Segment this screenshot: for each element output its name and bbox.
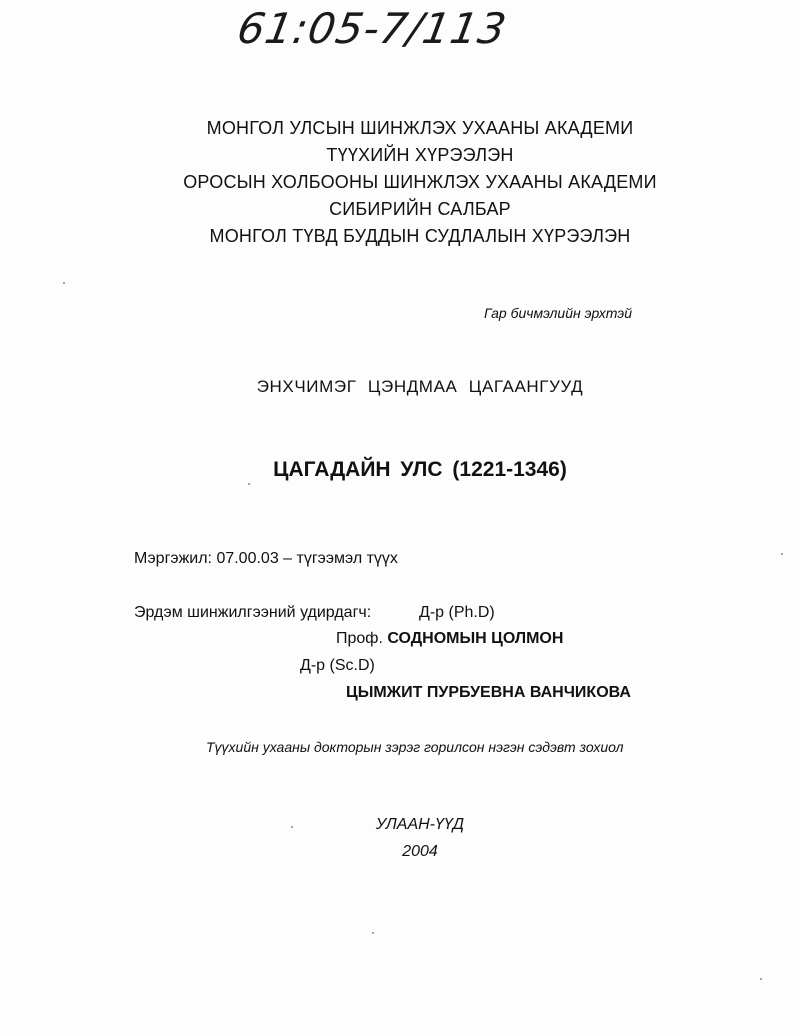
supervisor-1-degree: Д-р (Ph.D) [419,604,495,621]
year: 2004 [402,843,438,860]
institution-line: ТҮҮХИЙН ХҮРЭЭЛЭН [326,145,514,165]
scan-speck [760,978,762,980]
dissertation-type: Түүхийн ухааны докторын зэрэг горилсон нэгэн сэдэвт зохиол [206,739,624,755]
supervisor-1-line [336,630,563,648]
handwritten-call-number: 61:05-7/113 [233,4,511,53]
supervisor-label: Эрдэм шинжилгээний удирдагч: [134,604,372,621]
supervisor-2-name: ЦЫМЖИТ ПУРБУЕВНА ВАНЧИКОВА [346,684,631,701]
supervisor-1-title: Проф. [336,630,383,647]
scan-speck [372,932,374,934]
institution-line: ОРОСЫН ХОЛБООНЫ ШИНЖЛЭХ УХААНЫ АКАДЕМИ [183,172,657,192]
institutions-block [0,115,799,250]
scan-speck [63,282,65,284]
institution-line: МОНГОЛ УЛСЫН ШИНЖЛЭХ УХААНЫ АКАДЕМИ [206,118,634,138]
institution-line: МОНГОЛ ТҮВД БУДДЫН СУДЛАЛЫН ХҮРЭЭЛЭН [209,226,631,246]
supervisor-2-degree: Д-р (Sc.D) [300,657,375,674]
dissertation-title: ЦАГАДАЙН УЛС (1221-1346) [273,458,567,481]
institution-line: СИБИРИЙН САЛБАР [329,199,511,219]
scan-speck [291,826,293,828]
city: УЛААН-ҮҮД [375,816,465,833]
manuscript-rights-note: Гар бичмэлийн эрхтэй [484,305,632,321]
scan-speck [248,483,250,485]
scan-speck [781,553,783,555]
author-name: ЭНХЧИМЭГ ЦЭНДМАА ЦАГААНГУУД [256,377,584,396]
specialty-line: Мэргэжил: 07.00.03 – түгээмэл түүх [134,550,398,567]
supervisor-1-name: СОДНОМЫН ЦОЛМОН [387,630,564,647]
